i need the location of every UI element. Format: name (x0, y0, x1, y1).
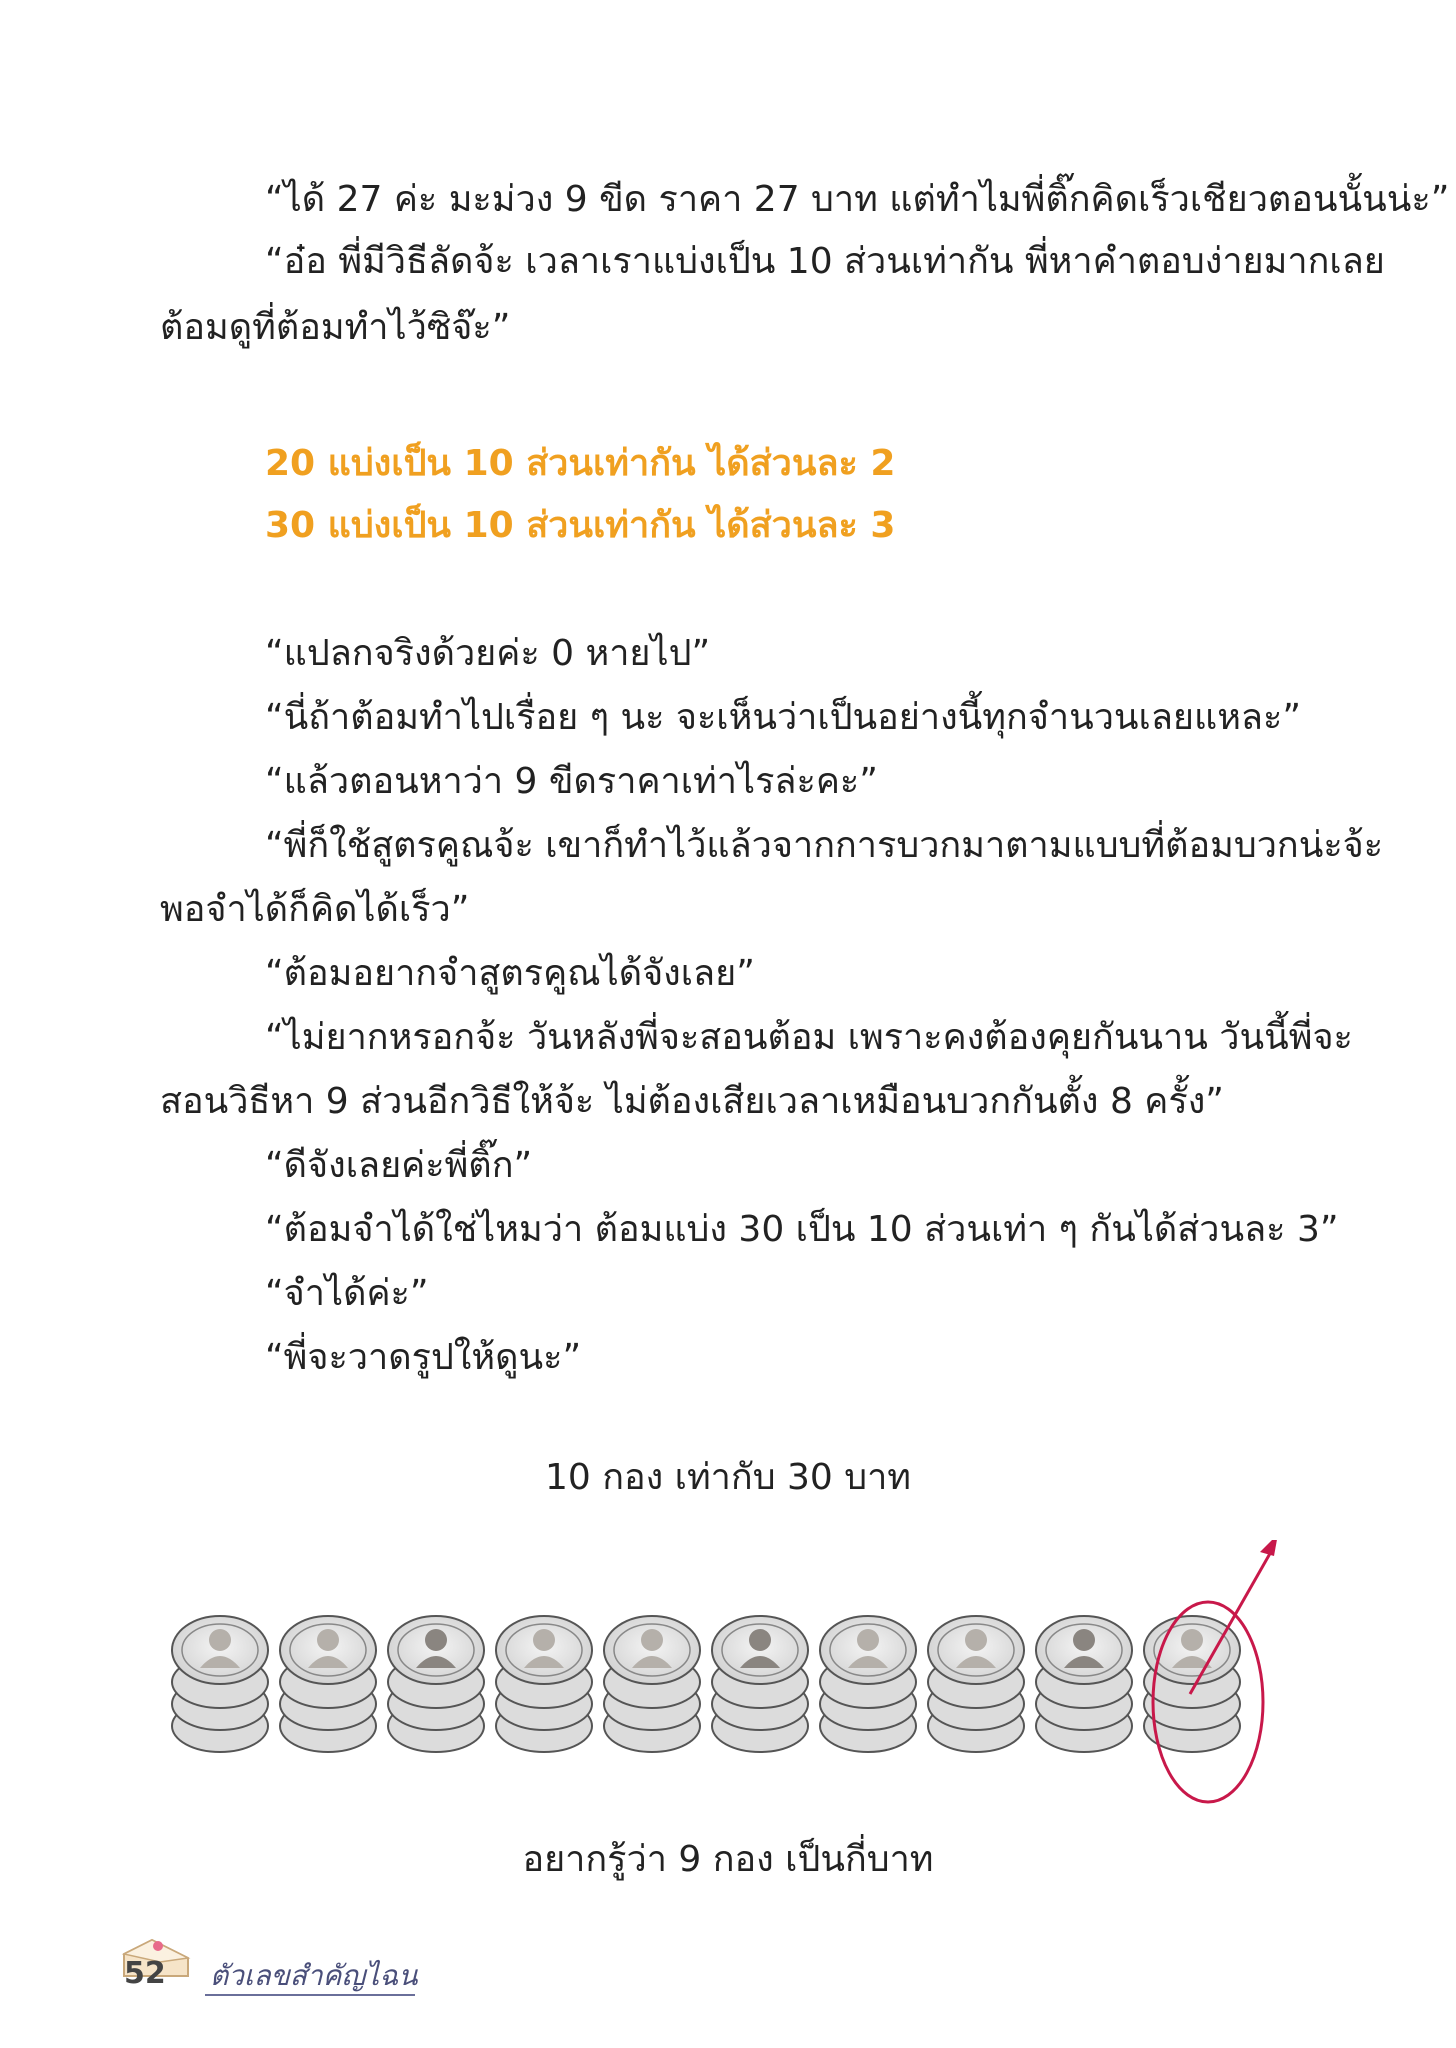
portrait-icon (533, 1629, 555, 1651)
portrait-icon (1181, 1629, 1203, 1651)
paragraph-line: “พี่ก็ใช้สูตรคูณจ้ะ เขาก็ทำไว้แล้วจากการบวกมาตามแบบที่ต้อมบวกน่ะจ้ะ (265, 825, 1384, 866)
figure-caption-bottom: อยากรู้ว่า 9 กอง เป็นกี่บาท (522, 1839, 934, 1880)
paragraph-line: สอนวิธีหา 9 ส่วนอีกวิธีให้จ้ะ ไม่ต้องเสียเวลาเหมือนบวกกันตั้ง 8 ครั้ง” (160, 1081, 1224, 1122)
paragraph-line: “จำได้ค่ะ” (265, 1273, 429, 1314)
portrait-icon (209, 1629, 231, 1651)
coin-stack (388, 1616, 484, 1752)
paragraph-line: “ได้ 27 ค่ะ มะม่วง 9 ขีด ราคา 27 บาท แต่ทำไมพี่ติ๊กคิดเร็วเชียวตอนนั้นน่ะ” (265, 179, 1450, 220)
highlight-line: 30 แบ่งเป็น 10 ส่วนเท่ากัน ได้ส่วนละ 3 (265, 505, 896, 546)
paragraph-line: “ต้อมจำได้ใช่ไหมว่า ต้อมแบ่ง 30 เป็น 10 ส่วนเท่า ๆ กันได้ส่วนละ 3” (265, 1209, 1339, 1250)
coin-stack (1036, 1616, 1132, 1752)
figure-caption-top: 10 กอง เท่ากับ 30 บาท (544, 1457, 912, 1498)
portrait-icon (317, 1629, 339, 1651)
paragraph-line: “พี่จะวาดรูปให้ดูนะ” (265, 1337, 582, 1378)
portrait-icon (641, 1629, 663, 1651)
coin-stack (604, 1616, 700, 1752)
paragraph-line: “นี่ถ้าต้อมทำไปเรื่อย ๆ นะ จะเห็นว่าเป็นอย่างนี้ทุกจำนวนเลยแหละ” (265, 697, 1301, 738)
book-title: ตัวเลขสำคัญไฉน (210, 1959, 418, 1992)
coin-stack (712, 1616, 808, 1752)
paragraph-line: “อ๋อ พี่มีวิธีลัดจ้ะ เวลาเราแบ่งเป็น 10 ส่วนเท่ากัน พี่หาคำตอบง่ายมากเลย (265, 241, 1385, 282)
portrait-icon (857, 1629, 879, 1651)
coin-stack (820, 1616, 916, 1752)
paragraph-line: “แล้วตอนหาว่า 9 ขีดราคาเท่าไรล่ะคะ” (265, 761, 878, 802)
paragraph-line: “ต้อมอยากจำสูตรคูณได้จังเลย” (265, 953, 755, 994)
coin-stack (172, 1616, 268, 1752)
coin-stack (928, 1616, 1024, 1752)
coin-stacks-illustration (160, 1540, 1300, 1840)
paragraph-line: ต้อมดูที่ต้อมทำไว้ซิจ๊ะ” (160, 307, 511, 348)
coin-stack (1144, 1616, 1240, 1752)
coin-stack (280, 1616, 376, 1752)
paragraph-line: “แปลกจริงด้วยค่ะ 0 หายไป” (265, 633, 711, 674)
footer-rule (205, 1994, 415, 1996)
paragraph-line: พอจำได้ก็คิดได้เร็ว” (160, 889, 470, 930)
portrait-icon (425, 1629, 447, 1651)
highlight-line: 20 แบ่งเป็น 10 ส่วนเท่ากัน ได้ส่วนละ 2 (265, 443, 896, 484)
portrait-icon (1073, 1629, 1095, 1651)
paragraph-line: “ไม่ยากหรอกจ้ะ วันหลังพี่จะสอนต้อม เพราะคงต้องคุยกันนาน วันนี้พี่จะ (265, 1017, 1353, 1058)
portrait-icon (965, 1629, 987, 1651)
coin-stack (496, 1616, 592, 1752)
paragraph-line: “ดีจังเลยค่ะพี่ติ๊ก” (265, 1145, 533, 1186)
page-number: 52 (124, 1956, 166, 1991)
portrait-icon (749, 1629, 771, 1651)
